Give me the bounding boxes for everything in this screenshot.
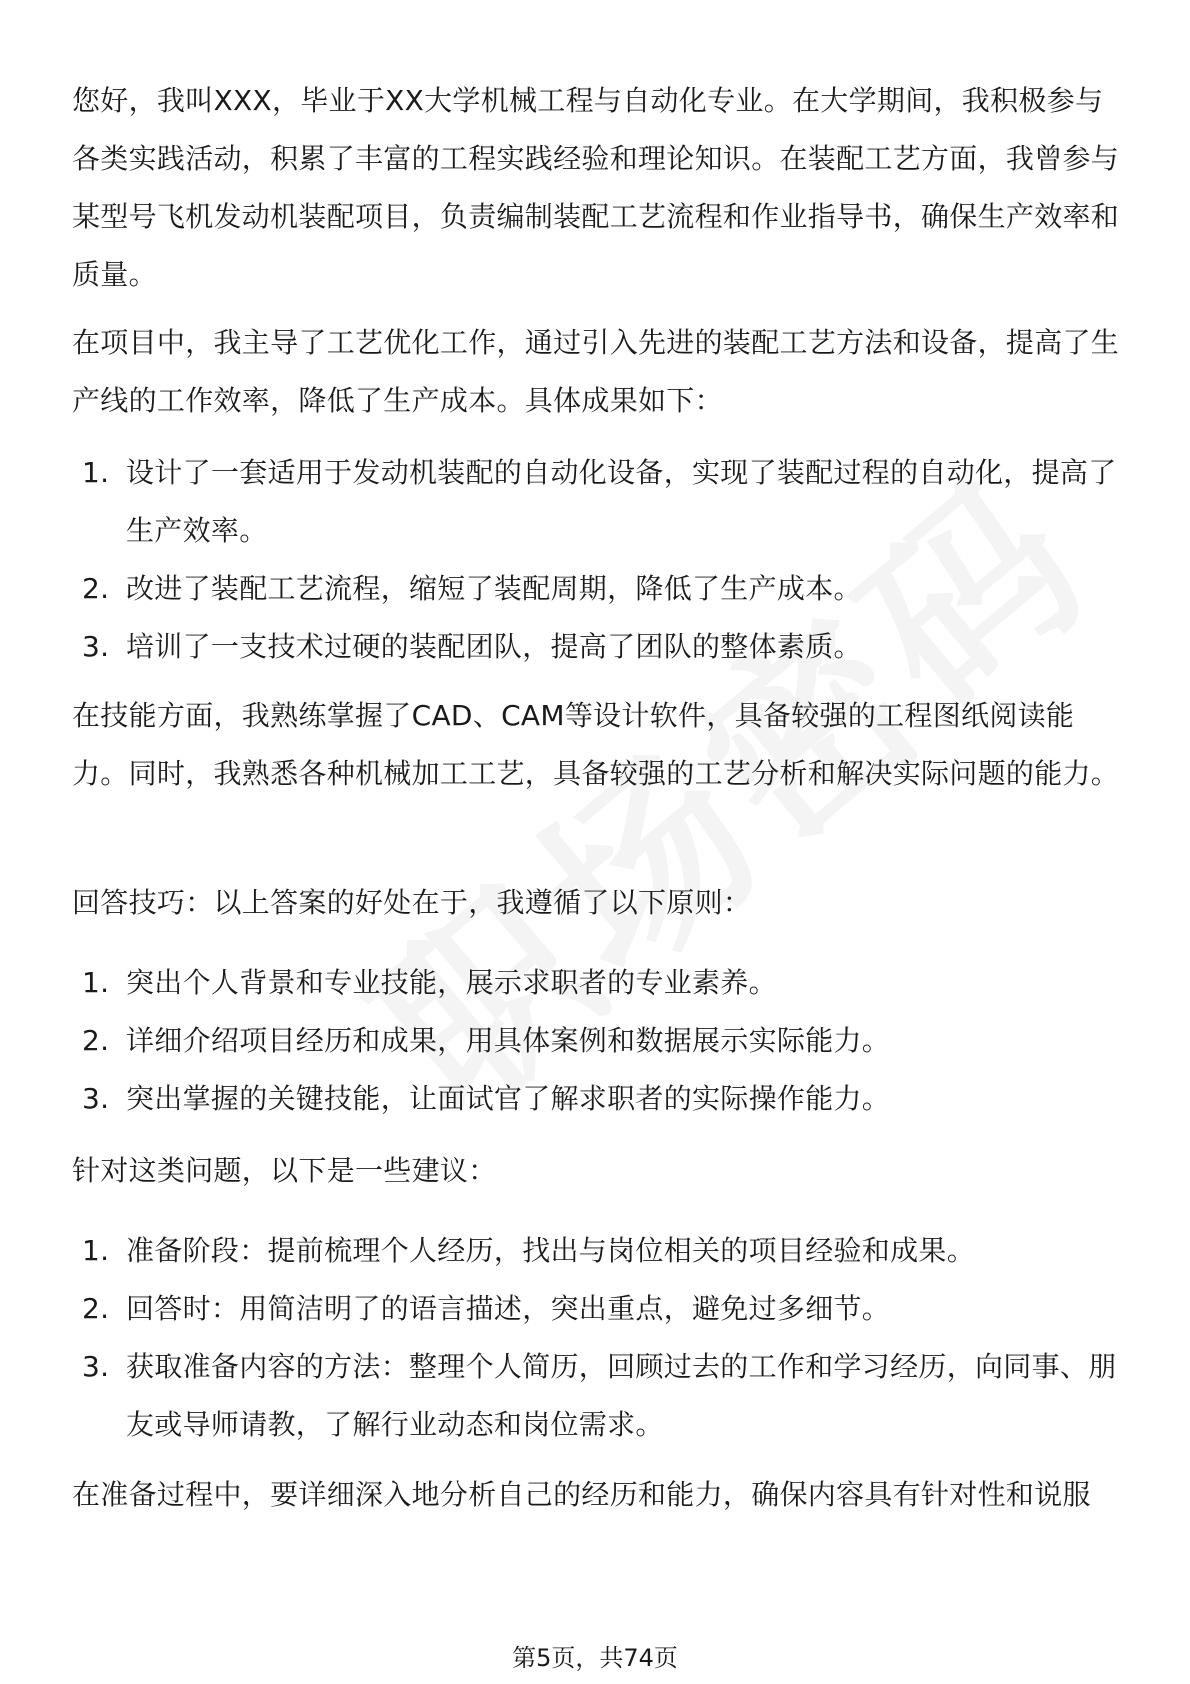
list-item-text: 改进了装配工艺流程，缩短了装配周期，降低了生产成本。: [126, 572, 862, 605]
paragraph-preparation: 在准备过程中，要详细深入地分析自己的经历和能力，确保内容具有针对性和说服: [72, 1478, 1091, 1511]
list-item-text: 突出掌握的关键技能，让面试官了解求职者的实际操作能力。: [126, 1082, 891, 1115]
list-number: 1.: [82, 966, 110, 999]
list-item: [72, 1280, 1120, 1338]
list-number: 1.: [82, 456, 110, 489]
list-number: 3.: [82, 1082, 110, 1115]
list-item-text: 培训了一支技术过硬的装配团队，提高了团队的整体素质。: [126, 630, 862, 663]
list-number: 3.: [82, 630, 110, 663]
paragraph-intro: 您好，我叫XXX，毕业于XX大学机械工程与自动化专业。在大学期间，我积极参与各类实践活动，积累了丰富的工程实践经验和理论知识。在装配工艺方面，我曾参与某型号飞机发动机装配项目，负责编制装配工艺流程和作业指导书，确保生产效率和质量。: [72, 84, 1120, 291]
list-item-text: 详细介绍项目经历和成果，用具体案例和数据展示实际能力。: [126, 1024, 891, 1057]
principles-list: [72, 954, 1120, 1128]
list-number: 2.: [82, 1024, 110, 1057]
list-item-text: 获取准备内容的方法：整理个人简历，回顾过去的工作和学习经历，向同事、朋友或导师请教，了解行业动态和岗位需求。: [126, 1350, 1117, 1441]
list-number: 3.: [82, 1350, 110, 1383]
list-item-text: 设计了一套适用于发动机装配的自动化设备，实现了装配过程的自动化，提高了生产效率。: [126, 456, 1117, 547]
list-item: [72, 560, 1120, 618]
page-footer: 第5页，共74页: [512, 1644, 678, 1672]
list-item: [72, 1070, 1120, 1128]
list-item: [72, 1222, 1120, 1280]
list-item-text: 准备阶段：提前梳理个人经历，找出与岗位相关的项目经验和成果。: [126, 1234, 976, 1267]
paragraph-tips-heading: 回答技巧：以上答案的好处在于，我遵循了以下原则：: [72, 886, 752, 919]
paragraph-skills: 在技能方面，我熟练掌握了CAD、CAM等设计软件，具备较强的工程图纸阅读能力。同时，我熟悉各种机械加工工艺，具备较强的工艺分析和解决实际问题的能力。: [72, 699, 1120, 790]
list-number: 2.: [82, 1292, 110, 1325]
list-item-text: 回答时：用简洁明了的语言描述，突出重点，避免过多细节。: [126, 1292, 891, 1325]
list-number: 2.: [82, 572, 110, 605]
list-item: [72, 954, 1120, 1012]
paragraph-project: 在项目中，我主导了工艺优化工作，通过引入先进的装配工艺方法和设备，提高了生产线的工作效率，降低了生产成本。具体成果如下：: [72, 326, 1120, 417]
list-item: [72, 618, 1120, 676]
suggestions-list: [72, 1222, 1120, 1454]
list-number: 1.: [82, 1234, 110, 1267]
paragraph-suggestions-heading: 针对这类问题，以下是一些建议：: [72, 1154, 497, 1187]
achievements-list: [72, 444, 1120, 676]
list-item: [72, 444, 1120, 560]
list-item-text: 突出个人背景和专业技能，展示求职者的专业素养。: [126, 966, 777, 999]
list-item: [72, 1012, 1120, 1070]
list-item: [72, 1338, 1120, 1454]
